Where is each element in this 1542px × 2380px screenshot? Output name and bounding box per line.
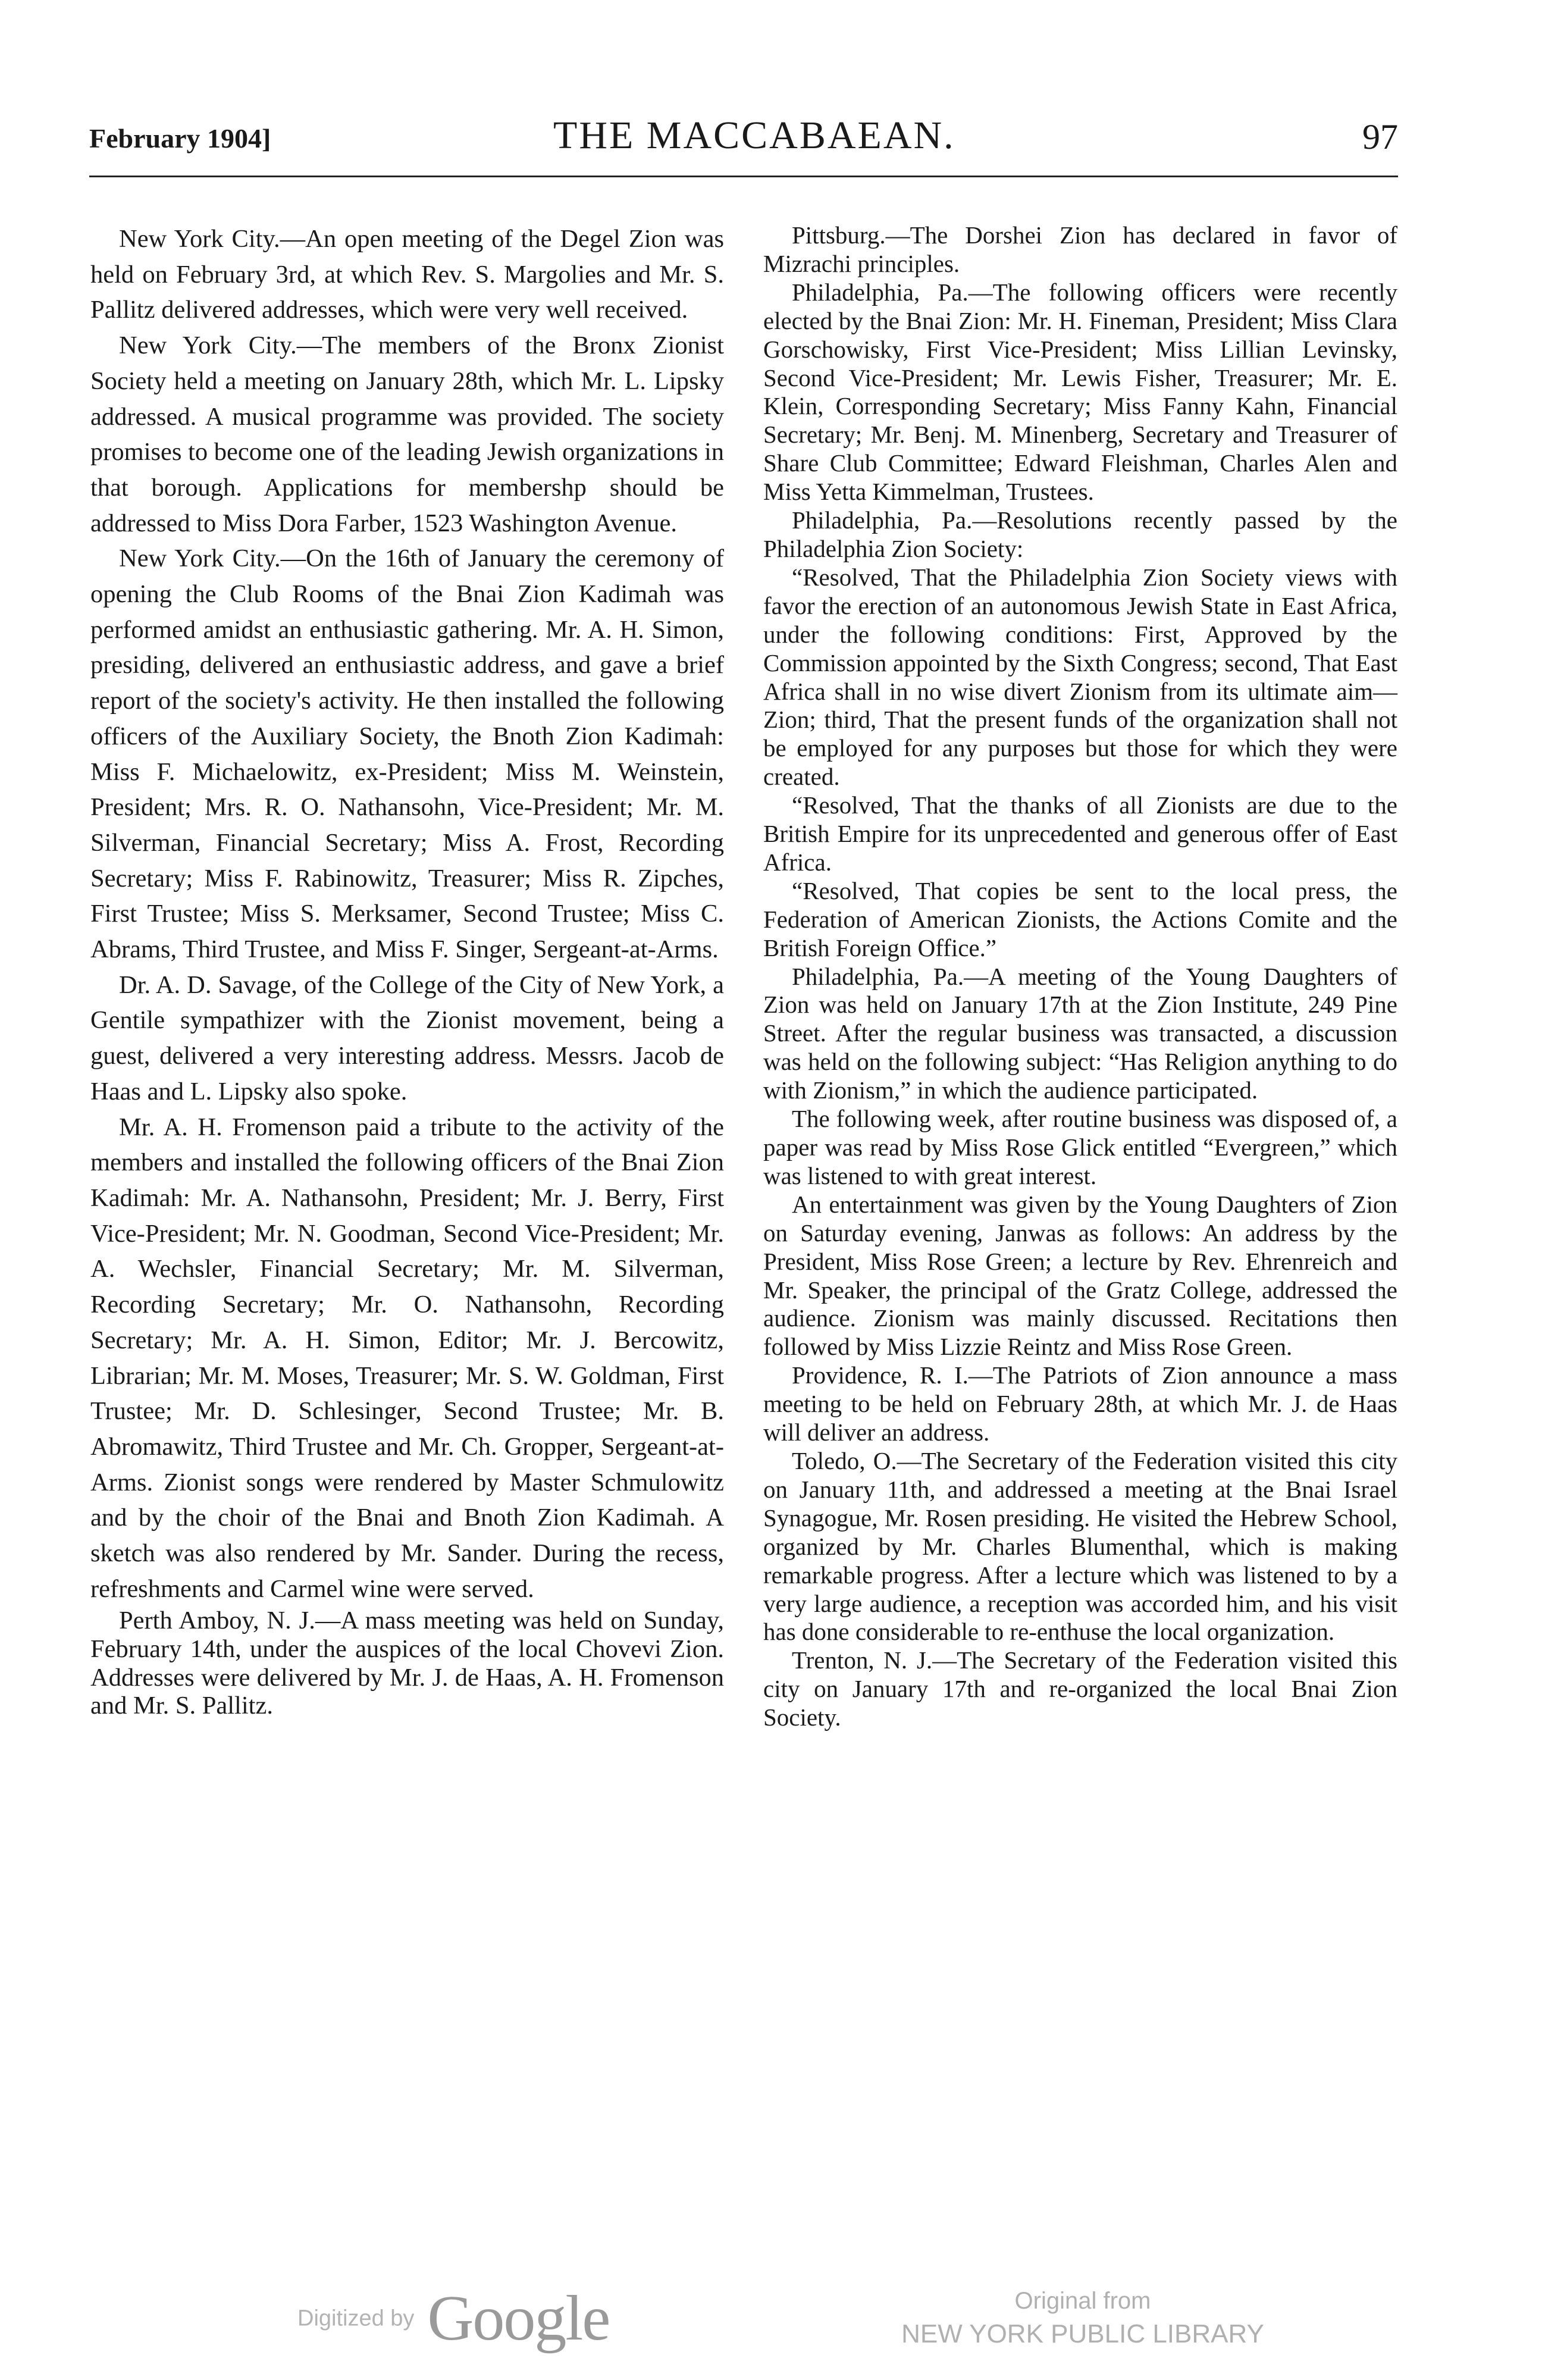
library-name: NEW YORK PUBLIC LIBRARY (901, 2319, 1264, 2348)
news-item: Dr. A. D. Savage, of the College of the City of New York, a Gentile sympathizer with the Zionist movement, being a guest, delivered a very interesting address. Messrs. Jacob de Haas and L. Lipsky also spoke. (90, 970, 724, 1106)
right-column (763, 221, 1397, 1732)
resolution: “Resolved, That copies be sent to the local press, the Federation of American Zionists, the Actions Comite and the British Foreign Office.” (763, 876, 1397, 962)
news-item: Philadelphia, Pa.—The following officers were recently elected by the Bnai Zion: Mr. H. Fineman, President; Miss Clara Gorschowisky, First Vice-President; Miss Lillian Levinsky, Second Vice-President; Mr. Lewis Fisher, Treasurer; Mr. E. Klein, Corresponding Secretary; Miss Fanny Kahn, Financial Secretary; Mr. Benj. M. Minenberg, Secretary and Treasurer of Share Club Committee; Edward Fleishman, Charles Alen and Miss Yetta Kimmelman, Trustees. (763, 278, 1397, 506)
page-header (89, 113, 1398, 167)
issue-date: February 1904] (89, 123, 271, 154)
resolution: “Resolved, That the thanks of all Zionists are due to the British Empire for its unprecedented and generous offer of East Africa. (763, 791, 1397, 876)
page-number: 97 (1362, 117, 1398, 156)
news-item: Philadelphia, Pa.—Resolutions recently passed by the Philadelphia Zion Society: (763, 506, 1397, 562)
resolution: “Resolved, That the Philadelphia Zion Society views with favor the erection of an autonomous Jewish State in East Africa, under the following conditions: First, Approved by the Commission appointed by the Sixth Congress; second, That East Africa shall in no wise divert Zionism from its ultimate aim—Zion; third, That the present funds of the organization shall not be employed for any purposes but those for which they were created. (763, 563, 1397, 791)
journal-title: THE MACCABAEAN. (553, 114, 955, 157)
original-from-label: Original from (1014, 2288, 1151, 2314)
news-item: Toledo, O.—The Secretary of the Federation visited this city on January 11th, and addressed a meeting at the Bnai Israel Synagogue, Mr. Rosen presiding. He visited the Hebrew School, organized by Mr. Charles Blumenthal, which is making remarkable progress. After a lecture which was listened to by a very large audience, a reception was accorded him, and his visit has done considerable to re-enthuse the local organization. (763, 1446, 1397, 1646)
news-item: Trenton, N. J.—The Secretary of the Federation visited this city on January 17th and re-organized the local Bnai Zion Society. (763, 1646, 1397, 1731)
news-item: Providence, R. I.—The Patriots of Zion announce a mass meeting to be held on February 28th, at which Mr. J. de Haas will deliver an address. (763, 1361, 1397, 1446)
news-item: New York City.—An open meeting of the Degel Zion was held on February 3rd, at which Rev. S. Margolies and Mr. S. Pallitz delivered addresses, which were very well received. (90, 225, 724, 324)
news-item: New York City.—On the 16th of January the ceremony of opening the Club Rooms of the Bnai Zion Kadimah was performed amidst an enthusiastic gathering. Mr. A. H. Simon, presiding, delivered an enthusiastic address, and gave a brief report of the society's activity. He then installed the following officers of the Auxiliary Society, the Bnoth Zion Kadimah: Miss F. Michaelowitz, ex-President; Miss M. Weinstein, President; Mrs. R. O. Nathansohn, Vice-President; Mr. M. Silverman, Financial Secretary; Miss A. Frost, Recording Secretary; Miss F. Rabinowitz, Treasurer; Miss R. Zipches, First Trustee; Miss S. Merksamer, Second Trustee; Miss C. Abrams, Third Trustee, and Miss F. Singer, Sergeant-at-Arms. (90, 544, 724, 964)
news-item: Philadelphia, Pa.—A meeting of the Young Daughters of Zion was held on January 17th at the Zion Institute, 249 Pine Street. After the regular business was transacted, a discussion was held on the following subject: “Has Religion anything to do with Zionism,” in which the audience participated. (763, 962, 1397, 1104)
news-item: Pittsburg.—The Dorshei Zion has declared in favor of Mizrachi principles. (763, 221, 1397, 277)
digitized-watermark (297, 2282, 609, 2356)
news-item: Perth Amboy, N. J.—A mass meeting was held on Sunday, February 14th, under the auspices of the local Chovevi Zion. Addresses were delivered by Mr. J. de Haas, A. H. Fromenson and Mr. S. Pallitz. (90, 1606, 724, 1720)
google-logo: Google (427, 2283, 610, 2354)
header-rule (89, 176, 1398, 177)
source-watermark (880, 2285, 1285, 2351)
left-column (90, 221, 724, 1720)
news-item: The following week, after routine business was disposed of, a paper was read by Miss Rose Glick entitled “Evergreen,” which was listened to with great interest. (763, 1105, 1397, 1189)
news-item: Mr. A. H. Fromenson paid a tribute to the activity of the members and installed the following officers of the Bnai Zion Kadimah: Mr. A. Nathansohn, President; Mr. J. Berry, First Vice-President; Mr. N. Goodman, Second Vice-President; Mr. A. Wechsler, Financial Secretary; Mr. M. Silverman, Recording Secretary; Mr. O. Nathansohn, Recording Secretary; Mr. A. H. Simon, Editor; Mr. J. Bercowitz, Librarian; Mr. M. Moses, Treasurer; Mr. S. W. Goldman, First Trustee; Mr. D. Schlesinger, Second Trustee; Mr. B. Abromawitz, Third Trustee and Mr. Ch. Gropper, Sergeant-at-Arms. Zionist songs were rendered by Master Schmulowitz and by the choir of the Bnai and Bnoth Zion Kadimah. A sketch was also rendered by Mr. Sander. During the recess, refreshments and Carmel wine were served. (90, 1113, 724, 1603)
news-item: New York City.—The members of the Bronx Zionist Society held a meeting on January 28th, which Mr. L. Lipsky addressed. A musical programme was provided. The society promises to become one of the leading Jewish organizations in that borough. Applications for membershp should be addressed to Miss Dora Farber, 1523 Washington Avenue. (90, 331, 725, 537)
news-item: An entertainment was given by the Young Daughters of Zion on Saturday evening, Janwas as follows: An address by the President, Miss Rose Green; a lecture by Rev. Ehrenreich and Mr. Speaker, the principal of the Gratz College, addressed the audience. Zionism was mainly discussed. Recitations then followed by Miss Lizzie Reintz and Miss Rose Green. (763, 1190, 1397, 1361)
digitized-label: Digitized by (297, 2306, 415, 2331)
